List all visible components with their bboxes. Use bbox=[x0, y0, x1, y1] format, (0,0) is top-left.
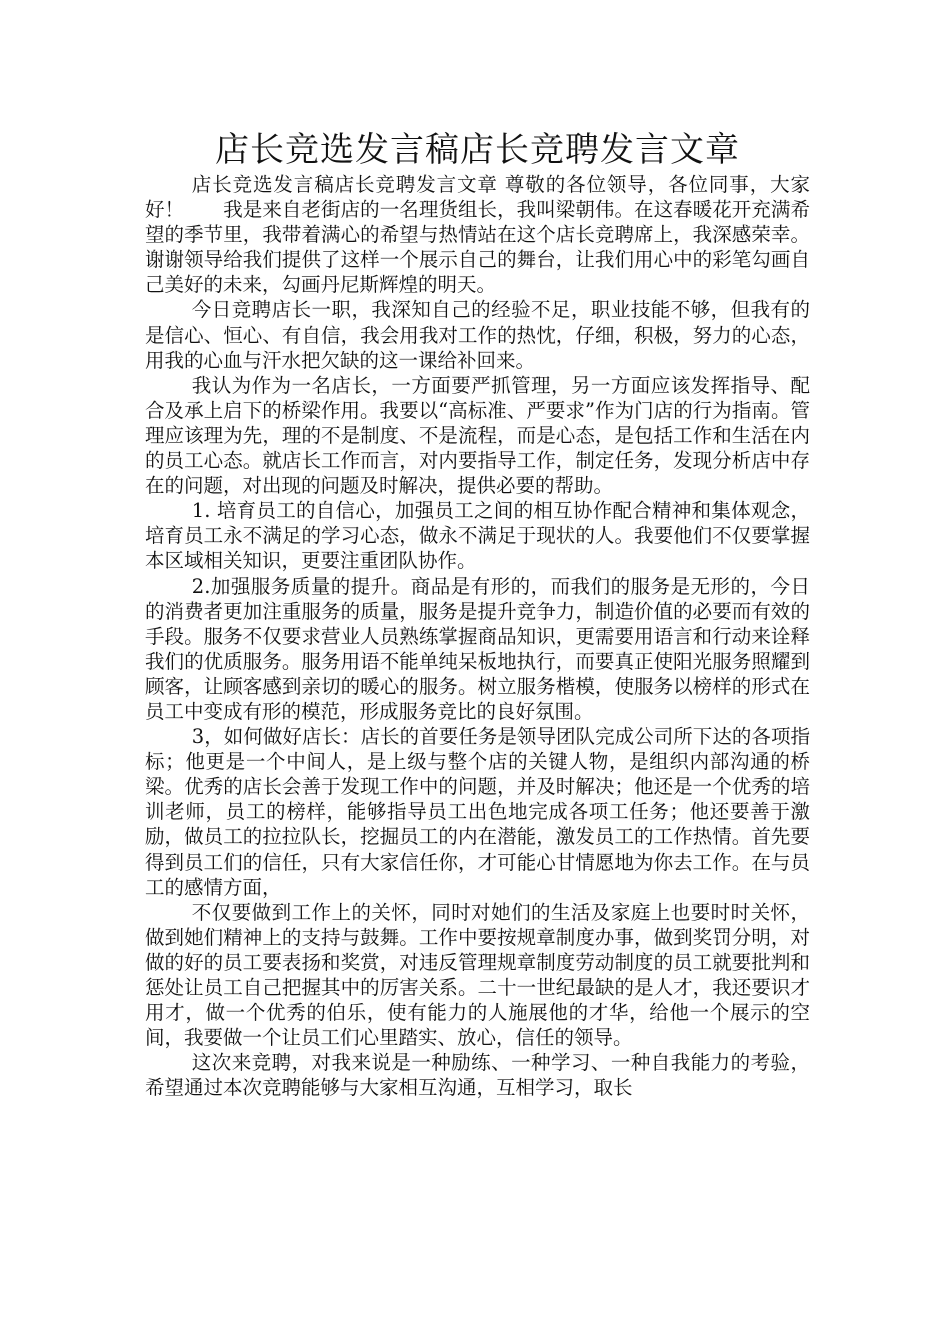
document-page bbox=[145, 128, 810, 1100]
paragraph-care: 不仅要做到工作上的关怀，同时对她们的生活及家庭上也要时时关怀，做到她们精神上的支持与鼓舞。工作中要按规章制度办事，做到奖罚分明，对做的好的员工要表扬和奖赏，对违反管理规章制度劳动制度的员工就要批判和惩处让员工自己把握其中的厉害关系。二十一世纪最缺的是人才，我还要识才用才，做一个优秀的伯乐，使有能力的人施展他的才华，给他一个展示的空间，我要做一个让员工们心里踏实、放心，信任的领导。 bbox=[145, 900, 810, 1050]
paragraph-motivation: 今日竞聘店长一职，我深知自己的经验不足，职业技能不够，但我有的是信心、恒心、有自信，我会用我对工作的热忱，仔细，积极，努力的心态，用我的心血与汗水把欠缺的这一课给补回来。 bbox=[145, 298, 810, 372]
paragraph-closing: 这次来竞聘，对我来说是一种励练、一种学习、一种自我能力的考验，希望通过本次竞聘能够与大家相互沟通，互相学习，取长 bbox=[145, 1051, 810, 1100]
paragraph-intro: 店长竞选发言稿店长竞聘发言文章 尊敬的各位领导，各位同事，大家好！ 我是来自老街店的一名理货组长，我叫梁朝伟。在这春暖花开充满希望的季节里，我带着满心的希望与热情站在这个店长竞聘席上，我深感荣幸。谢谢领导给我们提供了这样一个展示自己的舞台，让我们用心中的彩笔勾画自己美好的未来，勾画丹尼斯辉煌的明天。 bbox=[145, 173, 810, 297]
paragraph-point-1: 1. 培育员工的自信心，加强员工之间的相互协作配合精神和集体观念，培育员工永不满足的学习心态，做永不满足于现状的人。我要他们不仅要掌握本区域相关知识，更要注重团队协作。 bbox=[145, 499, 810, 573]
paragraph-point-2: 2.加强服务质量的提升。商品是有形的，而我们的服务是无形的，今日的消费者更加注重服务的质量，服务是提升竞争力，制造价值的必要而有效的手段。服务不仅要求营业人员熟练掌握商品知识，更需要用语言和行动来诠释我们的优质服务。服务用语不能单纯呆板地执行，而要真正使阳光服务照耀到顾客，让顾客感到亲切的暖心的服务。树立服务楷模，使服务以榜样的形式在员工中变成有形的模范，形成服务竞比的良好氛围。 bbox=[145, 574, 810, 723]
paragraph-role: 我认为作为一名店长，一方面要严抓管理，另一方面应该发挥指导、配合及承上启下的桥梁作用。我要以“高标准、严要求”作为门店的行为指南。管理应该理为先，理的不是制度、不是流程，而是心态，是包括工作和生活在内的员工心态。就店长工作而言，对内要指导工作，制定任务，发现分析店中存在的问题，对出现的问题及时解决，提供必要的帮助。 bbox=[145, 373, 810, 498]
paragraph-point-3: 3，如何做好店长：店长的首要任务是领导团队完成公司所下达的各项指标；他更是一个中间人，是上级与整个店的关键人物，是组织内部沟通的桥梁。优秀的店长会善于发现工作中的问题，并及时解决；他还是一个优秀的培训老师，员工的榜样，能够指导员工出色地完成各项工任务；他还要善于激励，做员工的拉拉队长，挖掘员工的内在潜能，激发员工的工作热情。首先要得到员工们的信任，只有大家信任你，才可能心甘情愿地为你去工作。在与员工的感情方面， bbox=[145, 725, 810, 899]
document-title: 店长竞选发言稿店长竞聘发言文章 bbox=[215, 130, 740, 170]
